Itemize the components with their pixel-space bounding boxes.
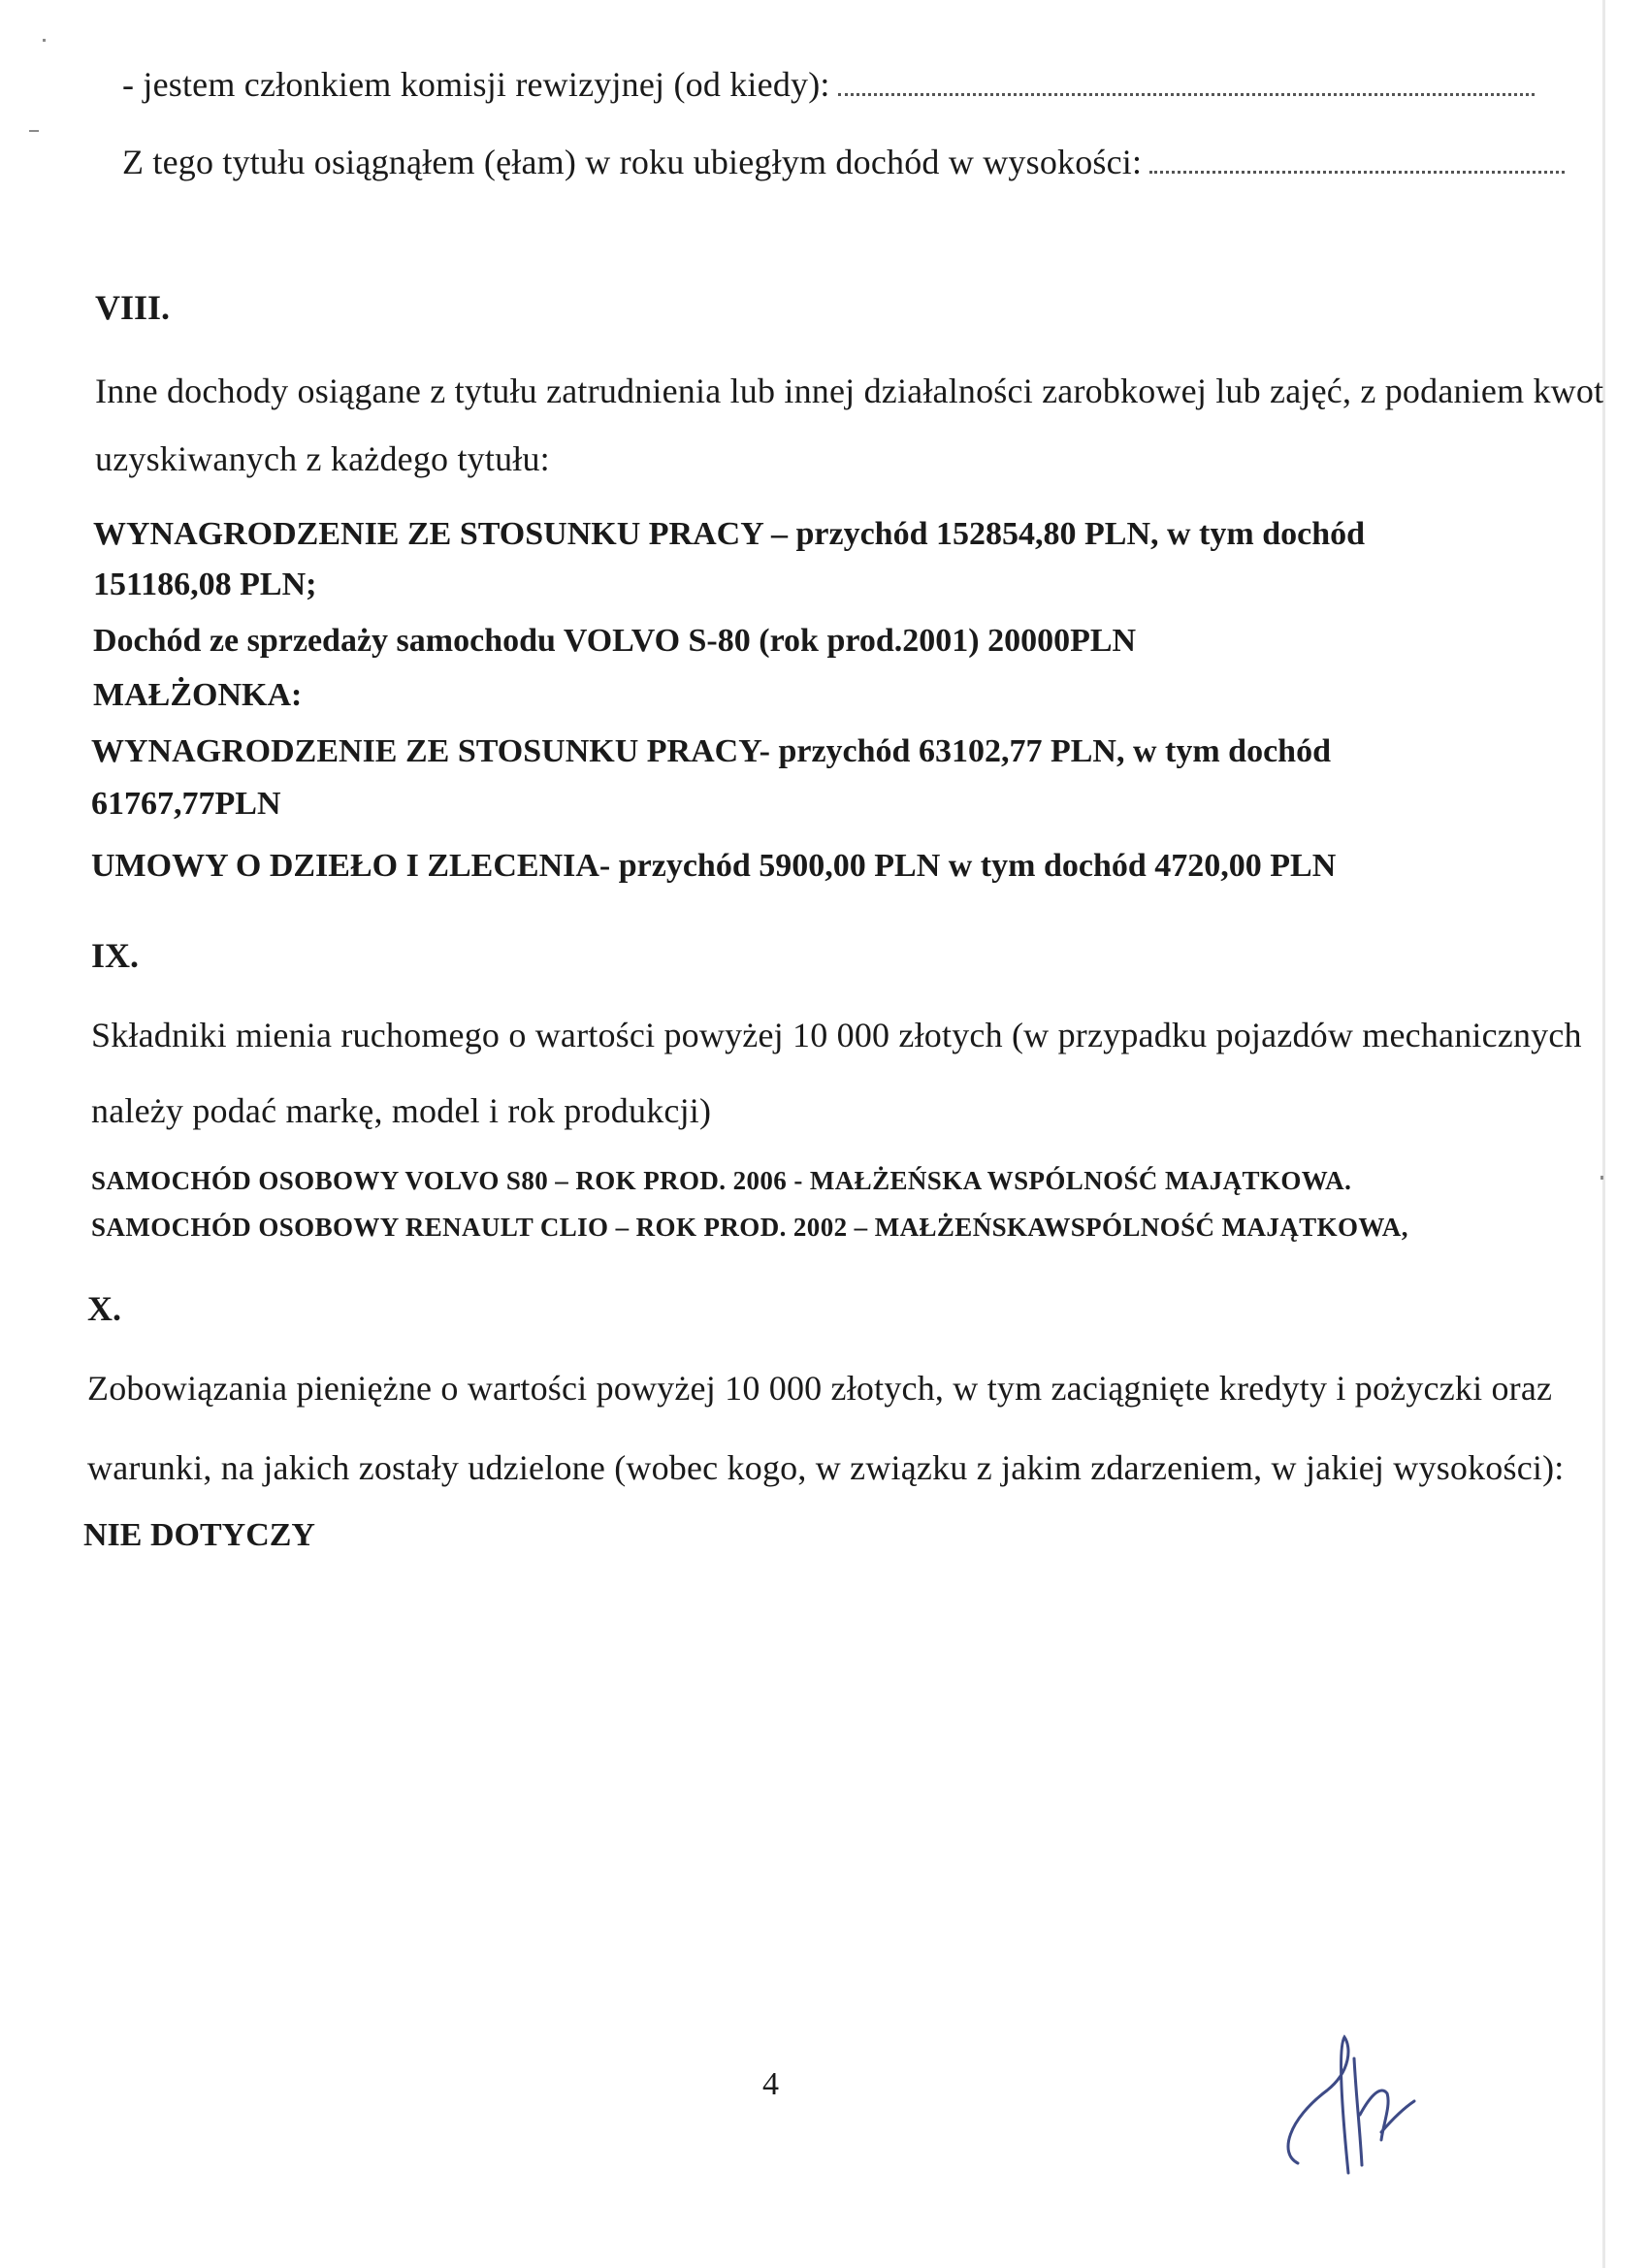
spouse-salary-entry: WYNAGRODZENIE ZE STOSUNKU PRACY- przychód 63102,77 PLN, w tym dochód (91, 733, 1331, 769)
section-ix-heading: IX. (91, 936, 140, 975)
vehicle-entry-volvo: SAMOCHÓD OSOBOWY VOLVO S80 – ROK PROD. 2006 - MAŁŻEŃSKA WSPÓLNOŚĆ MAJĄTKOWA. (91, 1166, 1352, 1195)
scan-speck (43, 39, 46, 42)
salary-entry: WYNAGRODZENIE ZE STOSUNKU PRACY – przychód 152854,80 PLN, w tym dochód (93, 516, 1366, 552)
salary-entry-continuation: 151186,08 PLN; (93, 567, 317, 602)
spouse-salary-entry-continuation: 61767,77PLN (91, 786, 281, 822)
section-viii-description-line-1: Inne dochody osiągane z tytułu zatrudnienia lub innej działalności zarobkowej lub zajęć, z podaniem kwot (95, 372, 1604, 410)
section-ix-description-line-1: Składniki mienia ruchomego o wartości powyżej 10 000 złotych (w przypadku pojazdów mechanicznych (91, 1016, 1582, 1054)
scan-speck (1600, 1176, 1603, 1180)
section-x-description-line-2: warunki, na jakich zostały udzielone (wobec kogo, w związku z jakim zdarzeniem, w jakiej wysokości): (87, 1448, 1565, 1487)
car-sale-entry: Dochód ze sprzedaży samochodu VOLVO S-80 (rok prod.2001) 20000PLN (93, 623, 1137, 659)
section-x-answer: NIE DOTYCZY (83, 1517, 315, 1553)
handwritten-signature-icon (1259, 2018, 1443, 2183)
audit-committee-label: - jestem członkiem komisji rewizyjnej (od kiedy): (122, 65, 830, 104)
dotted-fill-line (838, 87, 1535, 96)
income-label: Z tego tytułu osiągnąłem (ęłam) w roku ubiegłym dochód w wysokości: (122, 143, 1143, 181)
audit-committee-line (122, 64, 1535, 105)
income-line (122, 142, 1565, 182)
section-viii-heading: VIII. (95, 288, 171, 327)
section-ix-description-line-2: należy podać markę, model i rok produkcji) (91, 1091, 712, 1130)
page-number: 4 (762, 2066, 779, 2102)
scan-edge (1602, 0, 1605, 2268)
spouse-contracts-entry: UMOWY O DZIEŁO I ZLECENIA- przychód 5900,00 PLN w tym dochód 4720,00 PLN (91, 848, 1337, 884)
vehicle-entry-renault: SAMOCHÓD OSOBOWY RENAULT CLIO – ROK PROD. 2002 – MAŁŻEŃSKAWSPÓLNOŚĆ MAJĄTKOWA, (91, 1213, 1408, 1242)
spouse-label: MAŁŻONKA: (93, 677, 303, 713)
scan-speck (29, 130, 39, 132)
section-x-description-line-1: Zobowiązania pieniężne o wartości powyżej 10 000 złotych, w tym zaciągnięte kredyty i pożyczki oraz (87, 1369, 1553, 1408)
dotted-fill-line (1149, 165, 1565, 174)
section-x-heading: X. (87, 1289, 121, 1328)
section-viii-description-line-2: uzyskiwanych z każdego tytułu: (95, 439, 550, 478)
